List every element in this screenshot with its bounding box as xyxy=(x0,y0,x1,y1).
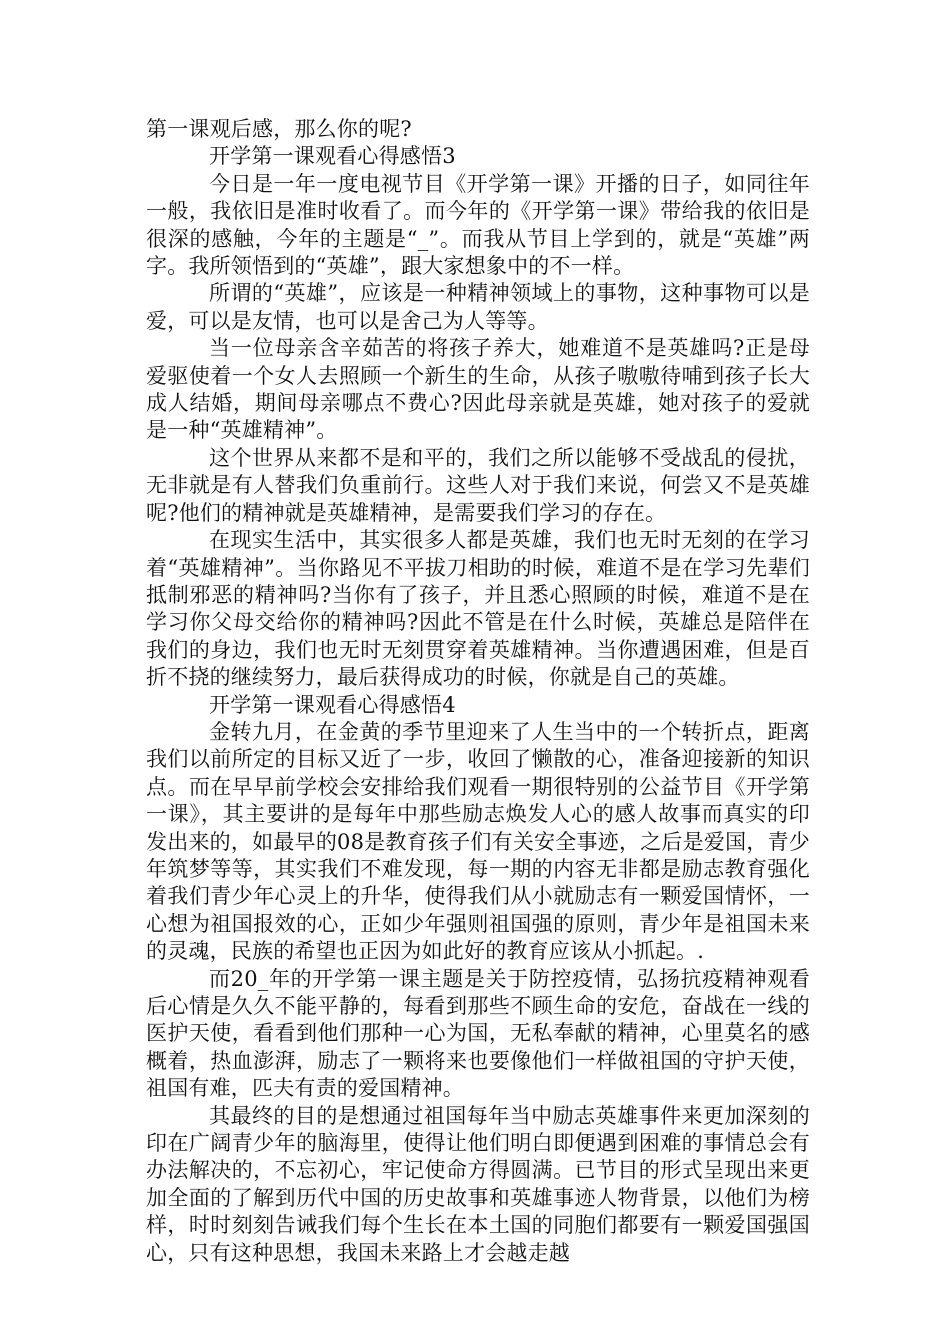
paragraph: 其最终的目的是想通过祖国每年当中励志英雄事件来更加深刻的印在广阔青少年的脑海里，使得让他们明白即便遇到困难的事情总会有办法解决的，不忘初心，牢记使命方得圆满。已节目的形式呈现出来更加全面的了解到历代中国的历史故事和英雄事迹人物背景，以他们为榜样，时时刻刻告诫我们每个生长在本土国的同胞们都要有一颗爱国强国心，只有这种思想，我国未来路上才会越走越 xyxy=(146,1103,810,1265)
section-heading-3: 开学第一课观看心得感悟3 xyxy=(209,144,456,169)
paragraph: 金转九月，在金黄的季节里迎来了人生当中的一个转折点，距离我们以前所定的目标又近了一步，收回了懒散的心，准备迎接新的知识点。而在早早前学校会安排给我们观看一期很特别的公益节目《开学第一课》，其主要讲的是每年中那些励志焕发人心的感人故事而真实的印发出来的，如最早的08是教育孩子们有关安全事迹，之后是爱国，青少年筑梦等等，其实我们不难发现，每一期的内容无非都是励志教育强化着我们青少年心灵上的升华，使得我们从小就励志有一颗爱国情怀，一心想为祖国报效的心，正如少年强则祖国强的原则，青少年是祖国未来的灵魂，民族的希望也正因为如此好的教育应该从小抓起。. xyxy=(146,719,810,964)
paragraph-continuation: 第一课观后感，那么你的呢? xyxy=(146,117,412,141)
paragraph: 今日是一年一度电视节目《开学第一课》开播的日子，如同往年一般，我依旧是准时收看了。而今年的《开学第一课》带给我的依旧是很深的感触，今年的主题是“_”。而我从节目上学到的，就是“英雄”两字。我所领悟到的“英雄”，跟大家想象中的不一样。 xyxy=(146,171,810,279)
paragraph: 所谓的“英雄”，应该是一种精神领域上的事物，这种事物可以是爱，可以是友情，也可以是舍己为人等等。 xyxy=(146,281,810,333)
paragraph: 在现实生活中，其实很多人都是英雄，我们也无时无刻的在学习着“英雄精神”。当你路见不平拔刀相助的时候，难道不是在学习先辈们抵制邪恶的精神吗?当你有了孩子，并且悉心照顾的时候，难道不是在学习你父母交给你的精神吗?因此不管是在什么时候，英雄总是陪伴在我们的身边，我们也无时无刻贯穿着英雄精神。当你遭遇困难，但是百折不挠的继续努力，最后获得成功的时候，你就是自己的英雄。 xyxy=(146,528,810,690)
paragraph: 而20_年的开学第一课主题是关于防控疫情，弘扬抗疫精神观看后心情是久久不能平静的，每看到那些不顾生命的安危，奋战在一线的医护天使，看看到他们那种一心为国，无私奉献的精神，心里莫名的感概着，热血澎湃，励志了一颗将来也要像他们一样做祖国的守护天使，祖国有难，匹夫有责的爱国精神。 xyxy=(146,966,810,1101)
paragraph: 这个世界从来都不是和平的，我们之所以能够不受战乱的侵扰，无非就是有人替我们负重前行。这些人对于我们来说，何尝又不是英雄呢?他们的精神就是英雄精神，是需要我们学习的存在。 xyxy=(146,445,810,525)
document-body xyxy=(146,116,810,1267)
section-heading-4: 开学第一课观看心得感悟4 xyxy=(209,692,456,717)
paragraph: 当一位母亲含辛茹苦的将孩子养大，她难道不是英雄吗?正是母爱驱使着一个女人去照顾一个新生的生命，从孩子嗷嗷待哺到孩子长大成人结婚，期间母亲哪点不费心?因此母亲就是英雄，她对孩子的爱就是一种“英雄精神”。 xyxy=(146,336,810,443)
